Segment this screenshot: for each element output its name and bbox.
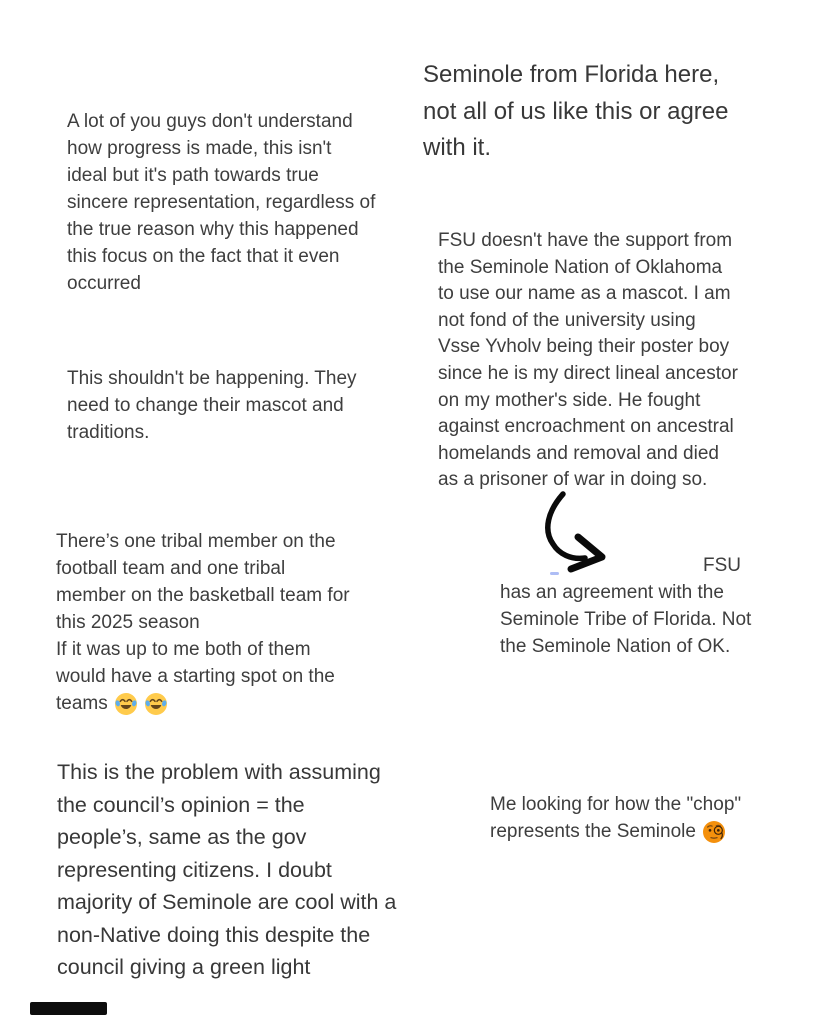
text-line: to use our name as a mascot. I am <box>438 283 731 305</box>
text-line: not fond of the university using <box>438 309 696 331</box>
text-line: council giving a green light <box>57 955 311 979</box>
text-line: homelands and removal and died <box>438 442 719 464</box>
text-line: Seminole Tribe of Florida. Not <box>500 609 752 630</box>
comment-mascot-change <box>67 365 357 446</box>
text-line: how progress is made, this isn't <box>67 138 332 159</box>
text-line: A lot of you guys don't understand <box>67 111 353 132</box>
comment-progress <box>67 108 375 297</box>
text-line: sincere representation, regardless of <box>67 192 376 213</box>
text-line: majority of Seminole are cool with a <box>57 890 397 914</box>
text-line: non-Native doing this despite the <box>57 922 371 947</box>
black-redaction-bar <box>30 1002 107 1015</box>
text-line: against encroachment on ancestral <box>438 416 734 438</box>
monocle-face-emoji-icon <box>702 820 726 844</box>
comment-agreement <box>500 552 751 660</box>
text-line: Seminole from Florida here, <box>423 61 720 88</box>
text-line: football team and one tribal <box>56 558 286 579</box>
text-line: has an agreement with the <box>500 582 724 603</box>
text-line: not all of us like this or agree <box>423 97 729 125</box>
text-line: representing citizens. I doubt <box>57 857 332 882</box>
text-line: on my mother's side. He fought <box>438 389 701 411</box>
text-line: ideal but it's path towards true <box>67 165 319 186</box>
text-line: the Seminole Nation of OK. <box>500 636 731 657</box>
text-line: This shouldn't be happening. They <box>67 368 357 389</box>
text-line: this 2025 season <box>56 612 200 633</box>
text-line: Me looking for how the "chop" <box>490 794 742 815</box>
laughing-crying-emoji-icon <box>144 692 168 716</box>
text-line: would have a starting spot on the <box>56 666 335 687</box>
text-line: There’s one tribal member on the <box>56 531 336 552</box>
comment-tribal-members <box>56 528 350 717</box>
text-line: the Seminole Nation of Oklahoma <box>438 256 723 278</box>
text-line: occurred <box>67 273 141 294</box>
text-line: since he is my direct lineal ancestor <box>438 362 738 384</box>
comment-fsu-support <box>438 228 738 494</box>
text-line: member on the basketball team for <box>56 585 350 606</box>
text-line: traditions. <box>67 422 150 443</box>
text-line <box>56 690 350 717</box>
text-line: need to change their mascot and <box>67 395 344 416</box>
laughing-crying-emoji-icon <box>114 692 138 716</box>
text-line: with it. <box>423 134 492 161</box>
text-line: people’s, same as the gov <box>57 825 307 849</box>
text-line: the true reason why this happened <box>67 219 359 240</box>
text-line: this focus on the fact that it even <box>67 246 340 267</box>
text-line: as a prisoner of war in doing so. <box>438 469 708 491</box>
text-line <box>490 818 741 845</box>
text-line: the council’s opinion = the <box>57 792 305 817</box>
text-line: FSU <box>703 555 741 576</box>
comment-chop <box>490 791 741 845</box>
comment-seminole-florida <box>423 57 729 167</box>
text-line: If it was up to me both of them <box>56 639 311 660</box>
text-line: FSU doesn't have the support from <box>438 230 733 251</box>
text-line: This is the problem with assuming <box>57 760 381 784</box>
comment-council-opinion <box>57 756 396 984</box>
text-line: Vsse Yvholv being their poster boy <box>438 336 730 358</box>
text-fragment: represents the Seminole <box>490 821 696 842</box>
text-fragment: teams <box>56 693 108 714</box>
